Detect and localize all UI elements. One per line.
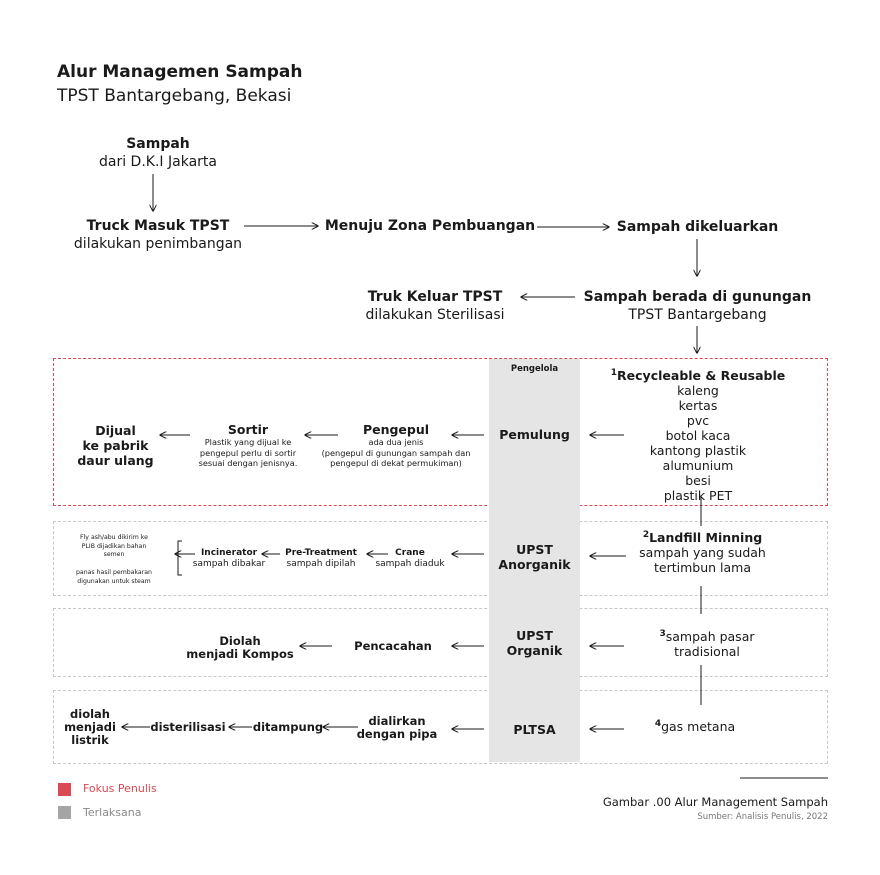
- source-landfill-desc: tertimbun lama: [653, 560, 751, 576]
- source-gas-desc: gas metana: [661, 719, 736, 735]
- node-menuju-zona-title: Menuju Zona Pembuangan: [324, 218, 536, 234]
- source-landfill-title: Landfill Minning: [649, 530, 763, 546]
- source-pasar-desc: tradisional: [674, 644, 740, 660]
- final-listrik-line: diolah: [70, 707, 110, 721]
- source-number-2: 2: [642, 530, 650, 540]
- legend-label-terlaksana: Terlaksana: [83, 806, 142, 819]
- manager-pltsa: PLTSA: [513, 722, 556, 737]
- step-pengepul-desc: (pengepul di gunungan sampah dan: [321, 447, 471, 458]
- source-number-1: 1: [610, 368, 618, 378]
- manager-anorganik-line: UPST: [516, 542, 553, 557]
- node-truck-masuk-sub: dilakukan penimbangan: [73, 236, 243, 252]
- step-dialirkan-line: dengan pipa: [356, 727, 438, 741]
- manager-pemulung: Pemulung: [499, 427, 570, 442]
- node-truck-masuk-title: Truck Masuk TPST: [86, 218, 230, 234]
- step-disterilisasi: disterilisasi: [150, 720, 226, 734]
- source-item: pvc: [686, 413, 710, 429]
- source-item: besi: [685, 473, 711, 489]
- source-item: kaleng: [677, 383, 719, 399]
- step-dialirkan-line: dialirkan: [368, 714, 426, 728]
- source-item: alumunium: [662, 458, 734, 474]
- step-pencacahan: Pencacahan: [354, 639, 432, 653]
- note-steam-line: panas hasil pembakaran: [76, 569, 152, 576]
- manager-organik-line: UPST: [516, 628, 553, 643]
- node-gunungan-sub: TPST Bantargebang: [628, 307, 767, 323]
- step-pre-treatment-title: Pre-Treatment: [285, 548, 357, 558]
- note-steam-line: digunakan untuk steam: [77, 577, 151, 585]
- source-item: kertas: [678, 398, 718, 414]
- node-gunungan-title: Sampah berada di gunungan: [583, 289, 812, 305]
- step-pengepul-desc: ada dua jenis: [368, 437, 424, 447]
- note-fly-ash-line: PLIB dijadikan bahan: [81, 542, 147, 550]
- step-pengepul-title: Pengepul: [362, 422, 430, 437]
- manager-anorganik-line: Anorganik: [498, 557, 571, 572]
- node-dikeluarkan-title: Sampah dikeluarkan: [616, 219, 779, 235]
- source-item: plastik PET: [663, 488, 733, 504]
- node-sampah-title: Sampah: [126, 136, 190, 152]
- step-ditampung: ditampung: [252, 720, 324, 734]
- final-daur-ulang-line: ke pabrik: [82, 438, 149, 453]
- step-crane-title: Crane: [395, 548, 425, 558]
- step-crane-sub: sampah diaduk: [375, 558, 445, 569]
- figure-caption: Gambar .00 Alur Management Sampah: [602, 795, 828, 809]
- bracket-notes: [178, 541, 182, 575]
- note-fly-ash-line: semen: [103, 551, 125, 558]
- source-recycleable-title: Recycleable & Reusable: [617, 368, 786, 384]
- step-sortir-title: Sortir: [227, 422, 269, 437]
- diagram-title: Alur Managemen Sampah: [57, 62, 303, 82]
- step-sortir-desc: sesuai dengan jenisnya.: [198, 458, 298, 468]
- node-truk-keluar-sub: dilakukan Sterilisasi: [365, 307, 505, 323]
- step-pre-treatment-sub: sampah dipilah: [286, 558, 356, 569]
- legend-label-fokus: Fokus Penulis: [83, 782, 157, 795]
- manager-organik-line: Organik: [506, 643, 563, 658]
- legend-swatch-fokus: [58, 783, 71, 796]
- final-daur-ulang-line: Dijual: [95, 423, 136, 438]
- final-listrik-line: menjadi: [64, 720, 116, 734]
- source-number-3: 3: [659, 629, 666, 639]
- step-incinerator-sub: sampah dibakar: [192, 558, 266, 569]
- source-item: kantong plastik: [649, 443, 747, 459]
- diagram-subtitle: TPST Bantargebang, Bekasi: [57, 86, 292, 106]
- source-landfill-desc: sampah yang sudah: [639, 545, 766, 561]
- note-fly-ash-line: Fly ash/abu dikirim ke: [80, 534, 148, 541]
- legend-swatch-terlaksana: [58, 806, 71, 819]
- figure-source: Sumber: Analisis Penulis, 2022: [697, 812, 828, 822]
- column-header: Pengelola: [510, 364, 559, 374]
- step-pengepul-desc: pengepul di dekat permukiman): [330, 458, 462, 468]
- final-kompos-line: menjadi Kompos: [186, 647, 294, 661]
- source-number-4: 4: [654, 719, 662, 729]
- step-sortir-desc: pengepul perlu di sortir: [199, 447, 297, 458]
- final-kompos-line: Diolah: [219, 634, 261, 648]
- final-daur-ulang-line: daur ulang: [77, 453, 154, 468]
- source-pasar-desc: sampah pasar: [665, 629, 755, 645]
- final-listrik-line: listrik: [71, 733, 109, 747]
- step-sortir-desc: Plastik yang dijual ke: [204, 437, 292, 447]
- step-incinerator-title: Incinerator: [200, 548, 258, 558]
- node-truk-keluar-title: Truk Keluar TPST: [367, 289, 503, 305]
- node-sampah-sub: dari D.K.I Jakarta: [99, 154, 217, 170]
- source-item: botol kaca: [665, 428, 731, 444]
